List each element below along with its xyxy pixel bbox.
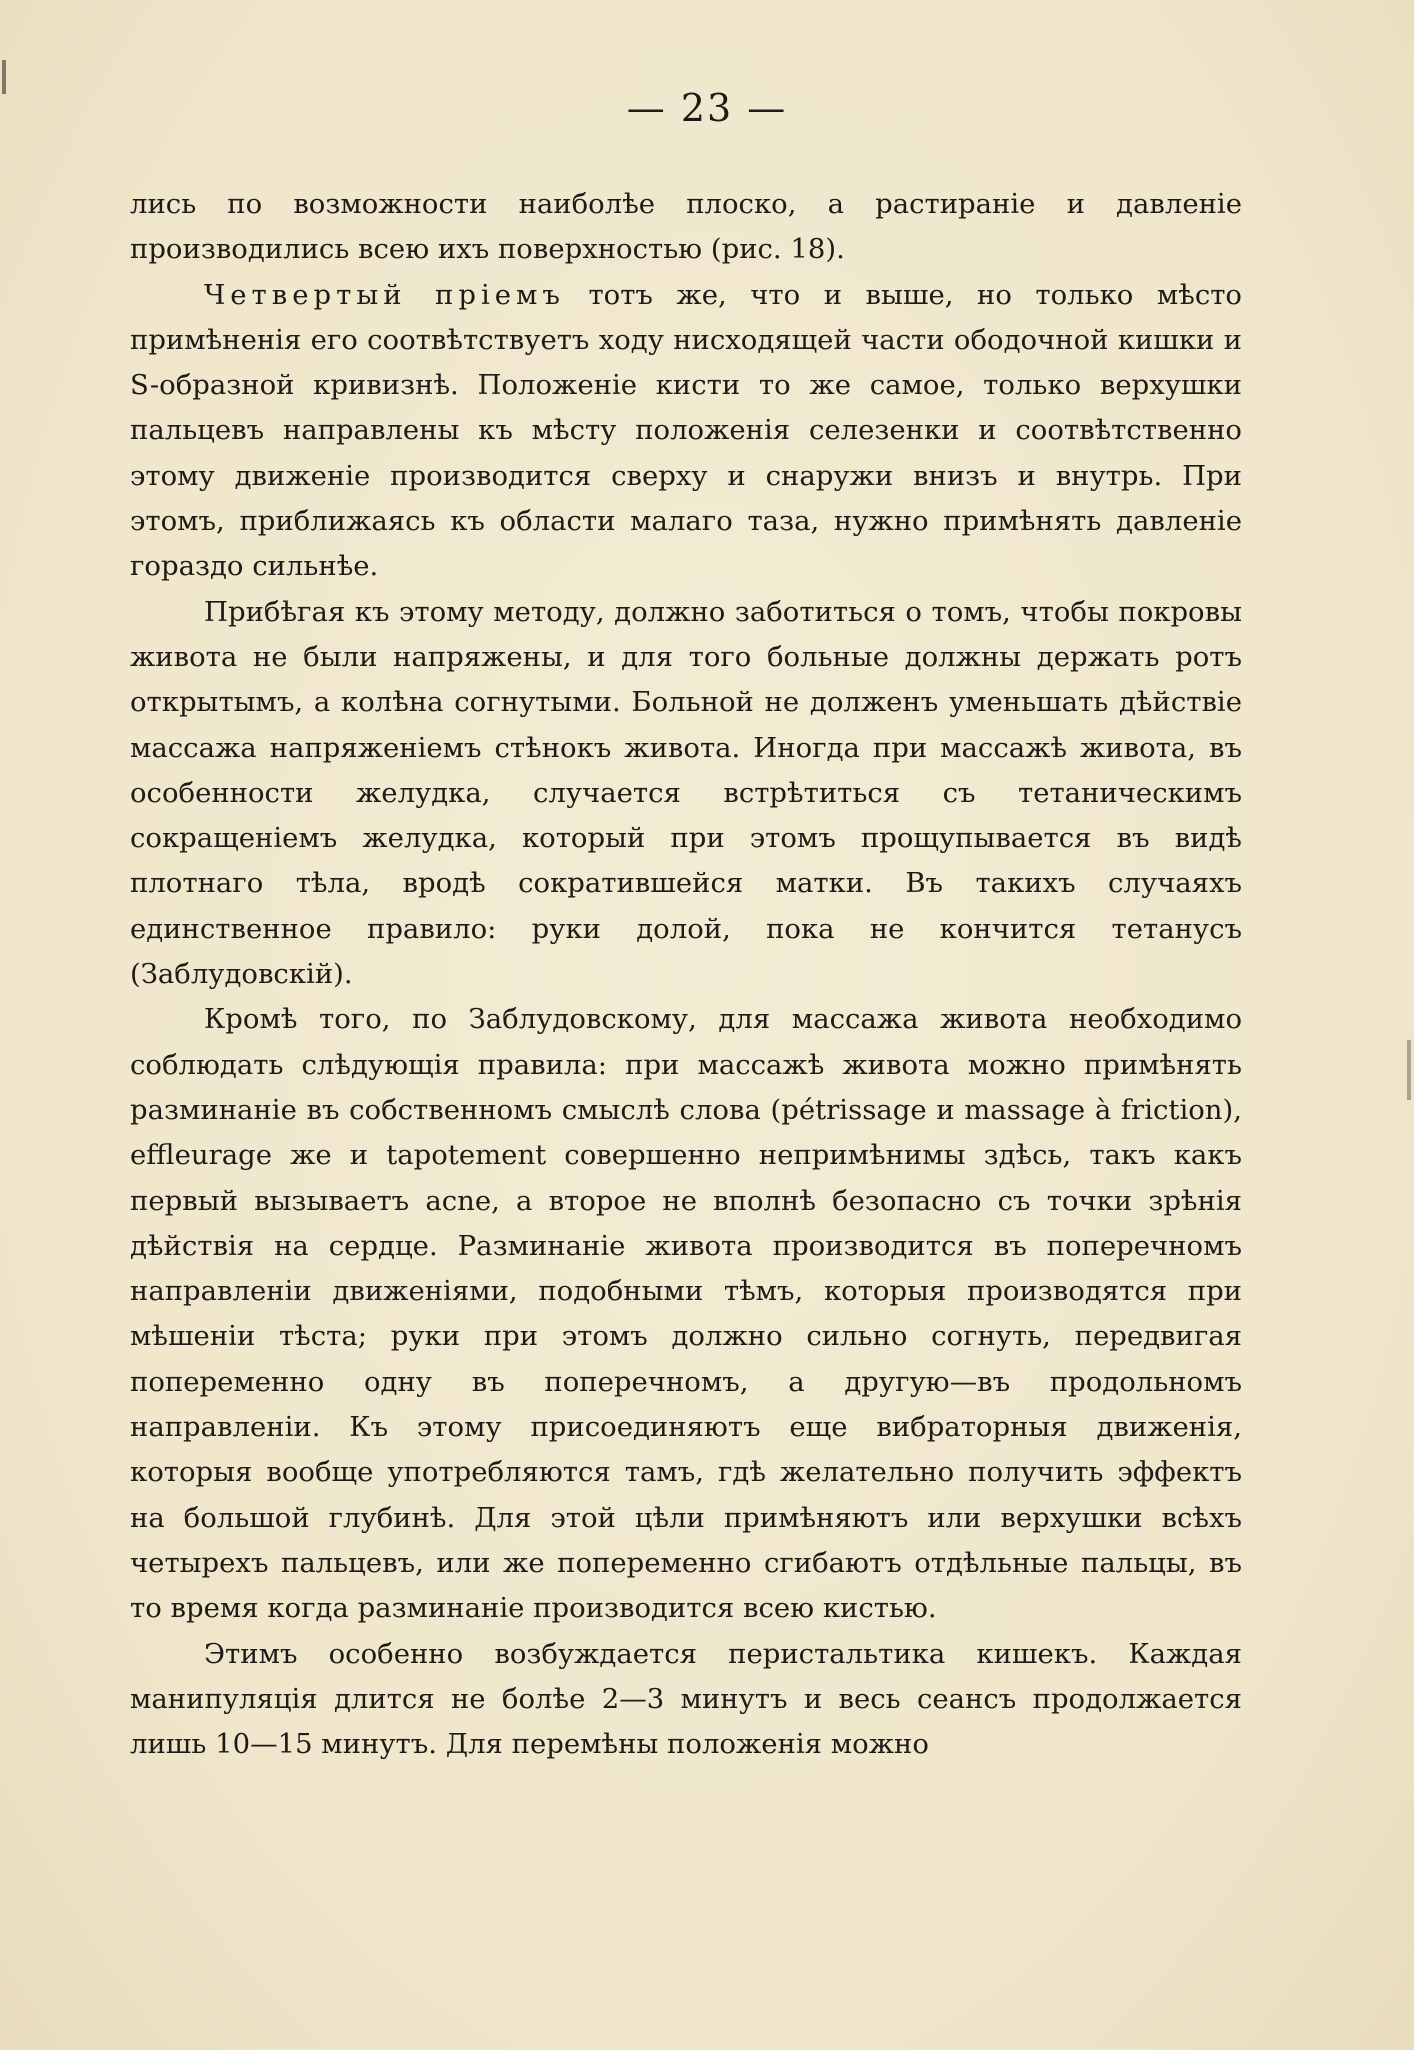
body-text [130,182,1242,1767]
page-number: — 23 — [626,86,788,130]
right-edge-mark [1407,1040,1411,1100]
paragraph-4: Кромѣ того, по Заблудовскому, для массажа живота необходимо соблюдать слѣдующія правила: при массажѣ живота можно примѣнять разминаніе въ собственномъ смыслѣ слова (pétrissage и massage à friction), effleurage же и tapotement совершенно непримѣнимы здѣсь, такъ какъ первый вызываетъ acne, а второе не вполнѣ безопасно съ точки зрѣнія дѣйствія на сердце. Разминаніе живота производится въ поперечномъ направленіи движеніями, подобными тѣмъ, которыя производятся при мѣшеніи тѣста; руки при этомъ должно сильно согнуть, передвигая попеременно одну въ поперечномъ, а другую—въ продольномъ направленіи. Къ этому присоединяютъ еще вибраторныя движенія, которыя вообще употребляются тамъ, гдѣ желательно получить эффектъ на большой глубинѣ. Для этой цѣли примѣняютъ или верхушки всѣхъ четырехъ пальцевъ, или же попеременно сгибаютъ отдѣльные пальцы, въ то время когда разминаніе производится всею кистью. [130,1003,1242,1625]
paragraph-3: Прибѣгая къ этому методу, должно заботиться о томъ, чтобы покровы живота не были напряжены, и для того больные должны держать ротъ открытымъ, а колѣна согнутыми. Больной не долженъ уменьшать дѣйствіе массажа напряженіемъ стѣнокъ живота. Иногда при массажѣ живота, въ особенности желудка, случается встрѣтиться съ тетаническимъ сокращеніемъ желудка, который при этомъ прощупывается въ видѣ плотнаго тѣла, вродѣ сократившейся матки. Въ такихъ случаяхъ единственное правило: руки долой, пока не кончится тетанусъ (Заблудовскій). [130,595,1242,991]
paragraph-1: лись по возможности наиболѣе плоско, а растираніе и давленіе производились всею ихъ поверхностью (рис. 18). [130,188,1242,266]
paragraph-2-lead: Четвертый пріемъ [204,278,565,311]
paragraph-2-text: тотъ же, что и выше, но только мѣсто примѣненія его соотвѣтствуетъ ходу нисходящей части ободочной кишки и S-образной кривизнѣ. Положеніе кисти то же самое, только верхушки пальцевъ направлены къ мѣсту положенія селезенки и соотвѣтственно этому движеніе производится сверху и снаружи внизъ и внутрь. При этомъ, приближаясь къ области малаго таза, нужно примѣнять давленіе гораздо сильнѣе. [130,278,1242,583]
paragraph-5: Этимъ особенно возбуждается перистальтика кишекъ. Каждая манипуляція длится не болѣе 2—3 минутъ и весь сеансъ продолжается лишь 10—15 минутъ. Для перемѣны положенія можно [130,1637,1242,1761]
paragraph-2 [130,273,1242,590]
